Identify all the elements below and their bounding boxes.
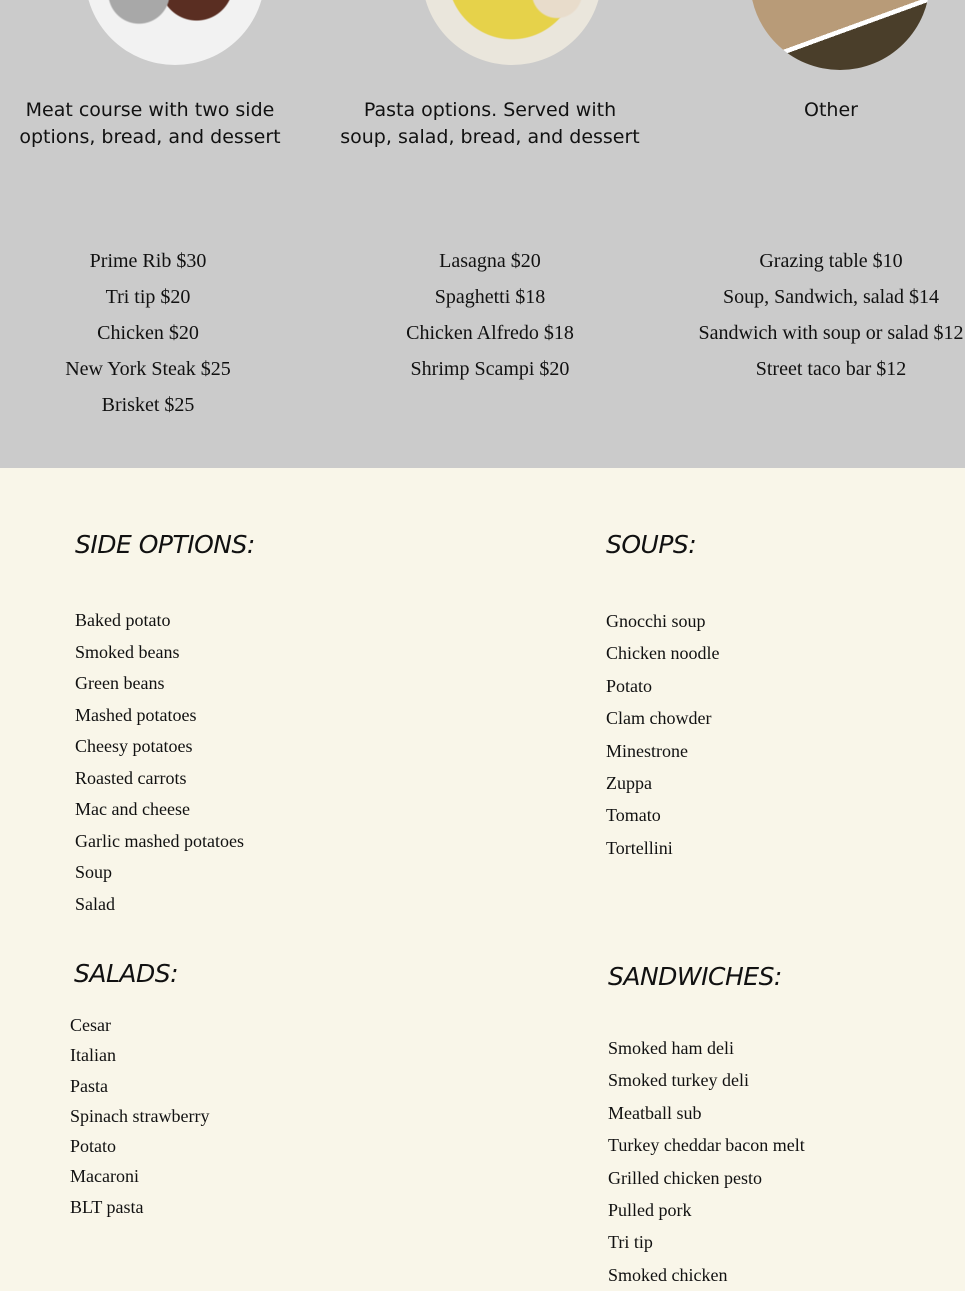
sandwich-item: Smoked turkey deli: [608, 1070, 749, 1091]
price-item: Chicken Alfredo $18: [406, 322, 574, 344]
salad-item: BLT pasta: [70, 1196, 144, 1217]
price-item: Prime Rib $30: [89, 250, 207, 272]
other-description: Other: [804, 99, 858, 121]
price-item: New York Steak $25: [65, 358, 231, 380]
salad-item: Potato: [70, 1136, 117, 1157]
salad-item: Macaroni: [70, 1166, 139, 1187]
side-item: Roasted carrots: [75, 767, 187, 788]
salads-list: [70, 1010, 209, 1222]
side-item: Mashed potatoes: [75, 704, 197, 725]
sandwich-item: Turkey cheddar bacon melt: [608, 1135, 805, 1156]
price-item: Grazing table $10: [759, 250, 903, 272]
price-item: Street taco bar $12: [755, 358, 907, 380]
side-item: Smoked beans: [75, 641, 180, 662]
salad-item: Spinach strawberry: [70, 1105, 210, 1126]
soups-heading: SOUPS:: [606, 530, 697, 559]
sandwich-item: Smoked ham deli: [608, 1038, 734, 1058]
pasta-description: Pasta options. Served with soup, salad, bread, and dessert: [340, 99, 640, 148]
soup-item: Potato: [606, 675, 653, 696]
salad-item: Pasta: [70, 1075, 108, 1096]
sandwiches-list: [608, 1032, 805, 1291]
price-item: Soup, Sandwich, salad $14: [722, 286, 940, 308]
price-item: Tri tip $20: [105, 286, 191, 308]
side-item: Garlic mashed potatoes: [75, 830, 244, 851]
meat-course-image: [85, 0, 265, 65]
other-price-list: [661, 247, 965, 391]
price-item: Spaghetti $18: [434, 286, 546, 308]
soup-item: Minestrone: [606, 740, 688, 761]
sandwiches-heading: SANDWICHES:: [608, 962, 782, 991]
sandwich-item: Grilled chicken pesto: [608, 1167, 762, 1188]
price-item: Chicken $20: [97, 322, 199, 344]
soup-item: Zuppa: [606, 773, 652, 794]
soup-item: Chicken noodle: [606, 643, 720, 664]
price-item: Sandwich with soup or salad $12: [698, 322, 964, 344]
side-options-heading: SIDE OPTIONS:: [75, 530, 255, 559]
soup-item: Tortellini: [606, 837, 673, 858]
sandwich-item: Tri tip: [608, 1232, 653, 1253]
side-item: Salad: [75, 893, 115, 914]
other-image: [750, 0, 930, 70]
soup-item: Tomato: [606, 805, 661, 826]
side-item: Cheesy potatoes: [75, 736, 193, 756]
side-options-list: [75, 605, 244, 920]
menu-categories-section: [0, 0, 965, 468]
salad-item: Italian: [70, 1045, 116, 1066]
soups-list: [606, 605, 719, 864]
pasta-price-list: [320, 247, 660, 391]
meat-description: Meat course with two side options, bread, and dessert: [19, 99, 281, 148]
side-item: Green beans: [75, 673, 165, 693]
price-item: Shrimp Scampi $20: [410, 358, 570, 380]
sandwich-item: Pulled pork: [608, 1200, 692, 1221]
soup-item: Clam chowder: [606, 708, 712, 729]
price-item: Brisket $25: [101, 394, 195, 416]
pasta-image: [422, 0, 602, 65]
salads-heading: SALADS:: [74, 959, 179, 988]
meat-price-list: [0, 247, 318, 427]
sandwich-item: Smoked chicken: [608, 1264, 728, 1285]
price-item: Lasagna $20: [439, 250, 541, 272]
salad-item: Cesar: [70, 1015, 111, 1035]
side-item: Baked potato: [75, 610, 171, 630]
soup-item: Gnocchi soup: [606, 611, 706, 631]
side-item: Soup: [75, 862, 113, 882]
side-item: Mac and cheese: [75, 799, 190, 819]
sandwich-item: Meatball sub: [608, 1102, 702, 1123]
